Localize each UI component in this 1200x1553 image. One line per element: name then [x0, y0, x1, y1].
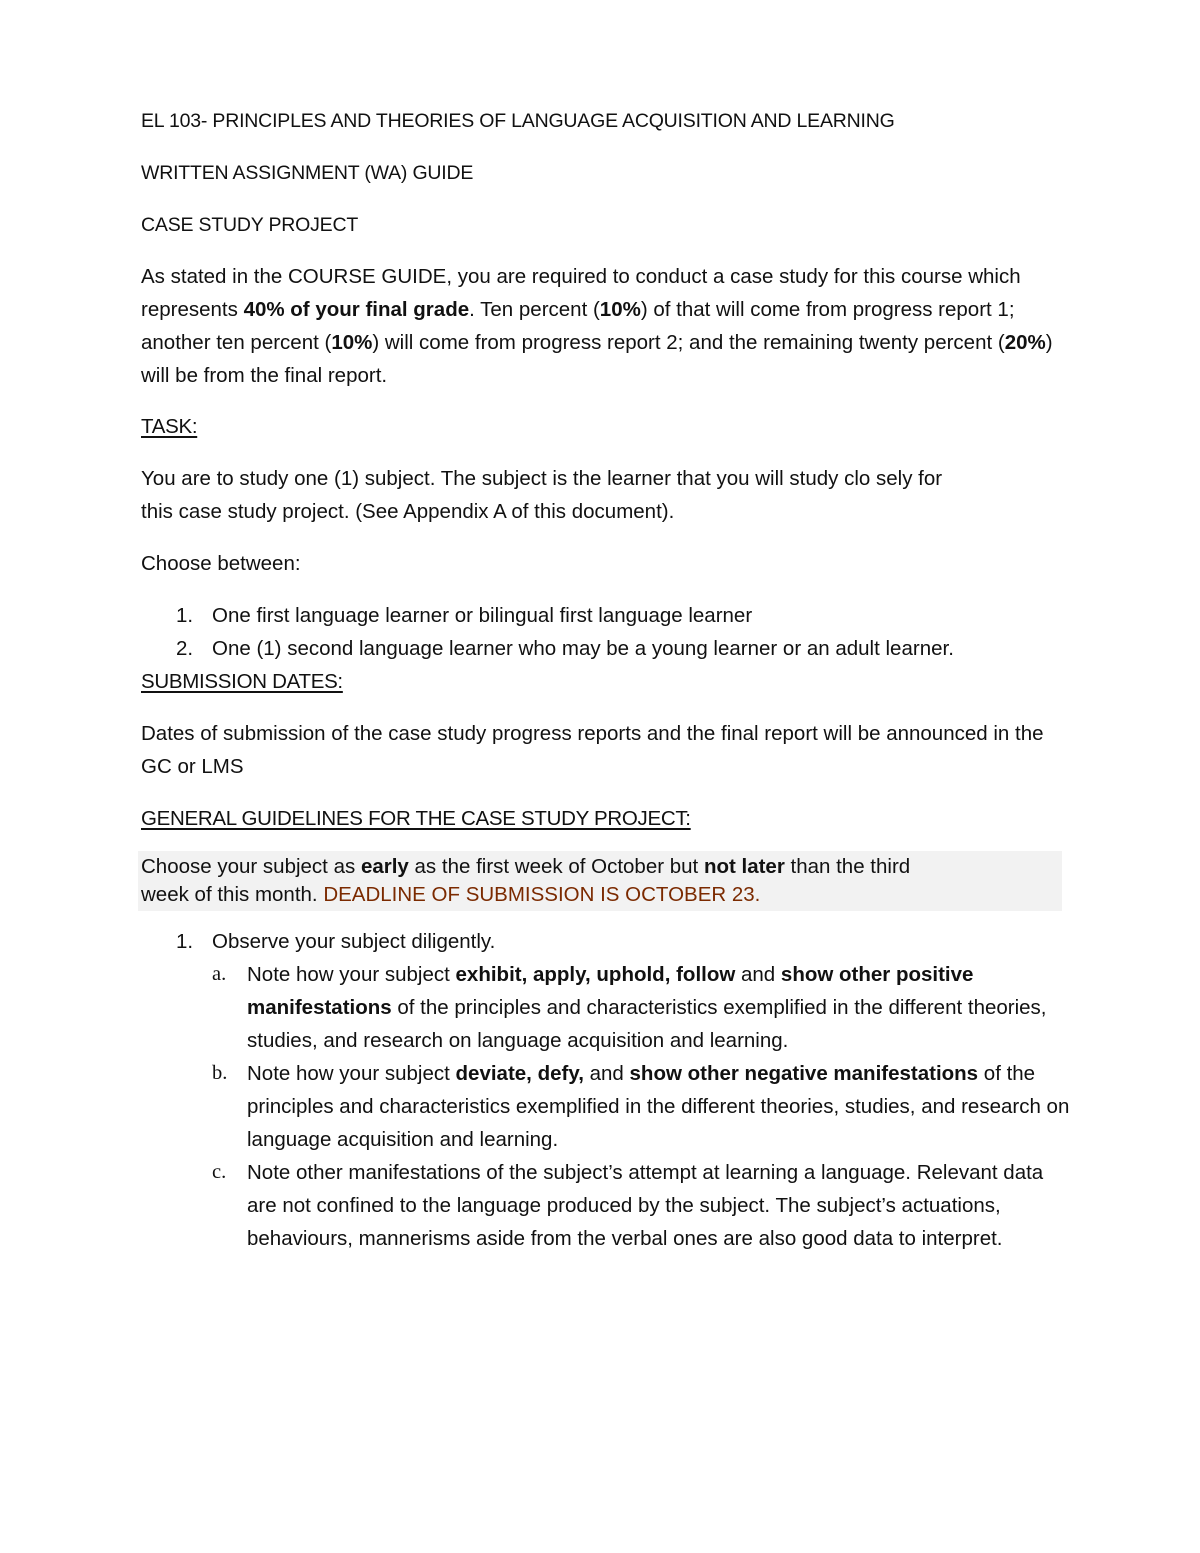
- callout-text-4: week of this month.: [141, 883, 324, 906]
- choose-label: Choose between:: [141, 552, 301, 575]
- sub-b-text-2: and: [583, 1062, 630, 1085]
- list-number: 2.: [176, 637, 194, 660]
- sub-list-item-a: [141, 958, 1071, 1057]
- deadline-callout: [138, 851, 1062, 911]
- options-list: [141, 599, 1071, 665]
- task-line-2: this case study project. (See Appendix A of this document).: [141, 500, 675, 523]
- callout-bold-not-later: not later: [703, 855, 785, 878]
- list-item: [141, 599, 1071, 632]
- sub-a-bold-2: show other positive manifestations: [247, 963, 974, 1019]
- task-line-1: You are to study one (1) subject. The subject is the learner that you will study clo sely for: [141, 467, 943, 490]
- intro-bold-10a: 10%: [599, 298, 641, 321]
- sub-a-text-3: of the principles and characteristics exemplified in the different theories, studies, and research on language acquisition and learning.: [247, 996, 1047, 1052]
- list-number: 1.: [176, 930, 194, 953]
- intro-bold-20: 20%: [1004, 331, 1046, 354]
- sub-list: [141, 958, 1071, 1255]
- list-number: 1.: [176, 604, 194, 627]
- callout-text-3: than the third: [784, 855, 911, 878]
- callout-line-1: [141, 853, 1059, 881]
- callout-line-2: [141, 881, 1059, 909]
- list-item: [141, 632, 1071, 665]
- callout-text-1: Choose your subject as: [141, 855, 361, 878]
- callout-bold-early: early: [360, 855, 409, 878]
- intro-text-4: ) will come from progress report 2; and the remaining twenty percent (: [372, 331, 1005, 354]
- intro-bold-10b: 10%: [331, 331, 373, 354]
- guide-title: WRITTEN ASSIGNMENT (WA) GUIDE: [141, 162, 474, 184]
- sub-b-text-1: Note how your subject: [247, 1062, 456, 1085]
- callout-text-2: as the first week of October but: [408, 855, 704, 878]
- intro-text-3: ) of that will come from progress report 1; another ten percent (: [141, 298, 1015, 354]
- sub-b-bold-2: show other negative manifestations: [629, 1062, 979, 1085]
- sub-a-text-2: and: [735, 963, 781, 986]
- sub-b-text-3: of the principles and characteristics exemplified in the different theories, studies, and research on language acquisition and learning.: [247, 1062, 1070, 1151]
- list-item-text: Observe your subject diligently.: [212, 930, 496, 953]
- sub-b-bold-1: deviate, defy,: [455, 1062, 584, 1085]
- sub-list-item-b: [141, 1057, 1071, 1156]
- intro-text-1: As stated in the COURSE GUIDE, you are required to conduct a case study for this course which represents: [141, 265, 1021, 321]
- guidelines-list: [141, 925, 1071, 958]
- sub-a-text-1: Note how your subject: [247, 963, 456, 986]
- intro-bold-grade: 40% of your final grade: [243, 298, 470, 321]
- submission-heading: SUBMISSION DATES:: [141, 670, 343, 693]
- submission-text: Dates of submission of the case study progress reports and the final report will be announced in the GC or LMS: [141, 722, 1044, 778]
- deadline-text: DEADLINE OF SUBMISSION IS OCTOBER 23.: [323, 883, 761, 906]
- intro-paragraph: [141, 260, 1071, 392]
- project-title: CASE STUDY PROJECT: [141, 214, 359, 236]
- sub-list-letter: a.: [212, 963, 227, 985]
- list-item: [141, 925, 1071, 958]
- sub-c-text: Note other manifestations of the subject’s attempt at learning a language. Relevant data are not confined to the language produced by the subject. The subject’s actuations, behaviours, mannerisms aside from the verbal ones are also good data to interpret.: [247, 1161, 1044, 1250]
- document-body: [141, 106, 1071, 1255]
- intro-text-2: . Ten percent (: [469, 298, 600, 321]
- list-item-text: One first language learner or bilingual first language learner: [212, 604, 753, 627]
- guidelines-heading: GENERAL GUIDELINES FOR THE CASE STUDY PROJECT:: [141, 807, 691, 830]
- course-title: EL 103- PRINCIPLES AND THEORIES OF LANGUAGE ACQUISITION AND LEARNING: [141, 110, 895, 132]
- task-heading: TASK:: [141, 415, 198, 438]
- sub-list-letter: b.: [212, 1062, 228, 1084]
- intro-text-5: ) will be from the final report.: [141, 331, 1053, 387]
- sub-a-bold-1: exhibit, apply, uphold, follow: [455, 963, 736, 986]
- sub-list-item-c: [141, 1156, 1071, 1255]
- sub-list-letter: c.: [212, 1161, 227, 1183]
- list-item-text: One (1) second language learner who may be a young learner or an adult learner.: [212, 637, 954, 660]
